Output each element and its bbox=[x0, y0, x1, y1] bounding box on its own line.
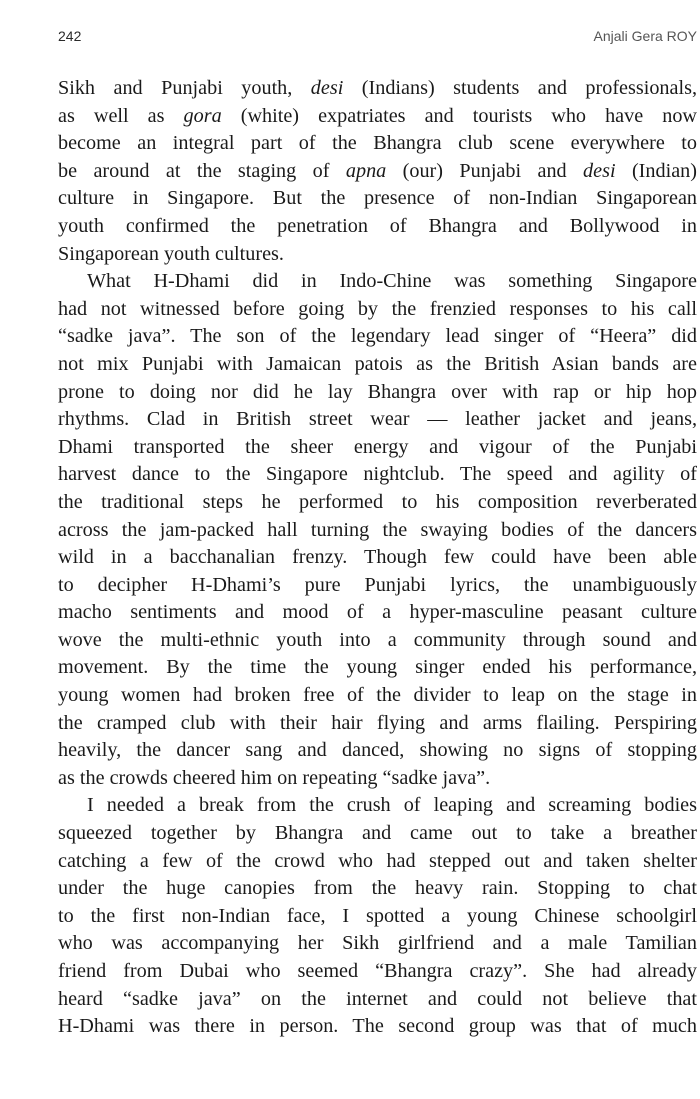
text-line: young women had broken free of the divider to leap on the stage in bbox=[58, 684, 697, 707]
page-header bbox=[58, 28, 697, 44]
text-line: under the huge canopies from the heavy rain. Stopping to chat bbox=[58, 877, 697, 900]
text-line: the traditional steps he performed to his composition reverberated bbox=[58, 490, 697, 513]
page-number: 242 bbox=[58, 28, 82, 44]
text-line: heavily, the dancer sang and danced, showing no signs of stopping bbox=[58, 739, 697, 762]
text-line: wove the multi-ethnic youth into a community through sound and bbox=[58, 628, 697, 651]
text-line: the cramped club with their hair flying and arms flailing. Perspiring bbox=[58, 711, 697, 734]
text-line: harvest dance to the Singapore nightclub. The speed and agility of bbox=[58, 463, 697, 486]
text-line: across the jam-packed hall turning the swaying bodies of the dancers bbox=[58, 518, 697, 541]
paragraph bbox=[58, 268, 697, 792]
text-line: to the first non-Indian face, I spotted a young Chinese schoolgirl bbox=[58, 904, 697, 927]
text-line: friend from Dubai who seemed “Bhangra crazy”. She had already bbox=[58, 960, 697, 982]
text-line: rhythms. Clad in British street wear — leather jacket and jeans, bbox=[58, 408, 697, 431]
text-line: squeezed together by Bhangra and came out to take a breather bbox=[58, 822, 697, 845]
text-line: Sikh and Punjabi youth, desi (Indians) students and professionals, bbox=[58, 77, 697, 99]
running-head-author: Anjali Gera ROY bbox=[593, 28, 697, 44]
italic-term: desi bbox=[310, 77, 344, 99]
text-line: What H-Dhami did in Indo-Chine was something Singapore bbox=[87, 270, 697, 293]
text-line: not mix Punjabi with Jamaican patois as the British Asian bands are bbox=[58, 352, 697, 375]
text-line: H-Dhami was there in person. The second group was that of much bbox=[58, 1015, 697, 1038]
text-line: youth confirmed the penetration of Bhangra and Bollywood in bbox=[58, 214, 697, 237]
text-line: culture in Singapore. But the presence of non-Indian Singaporean bbox=[58, 187, 697, 210]
text-line: prone to doing nor did he lay Bhangra over with rap or hip hop bbox=[58, 380, 697, 403]
text-line: become an integral part of the Bhangra club scene everywhere to bbox=[58, 132, 697, 155]
text-line: be around at the staging of apna (our) Punjabi and desi (Indian) bbox=[58, 159, 697, 182]
body-text bbox=[58, 75, 697, 1041]
text-line: to decipher H-Dhami’s pure Punjabi lyrics, the unambiguously bbox=[58, 573, 697, 596]
text-line: macho sentiments and mood of a hyper-masculine peasant culture bbox=[58, 601, 697, 624]
text-line: I needed a break from the crush of leaping and screaming bodies bbox=[87, 794, 697, 817]
text-line: wild in a bacchanalian frenzy. Though few could have been able bbox=[58, 546, 697, 569]
text-line: catching a few of the crowd who had stepped out and taken shelter bbox=[58, 849, 697, 872]
italic-term: desi bbox=[583, 159, 616, 182]
text-line: movement. By the time the young singer ended his performance, bbox=[58, 656, 697, 679]
text-line: Singaporean youth cultures. bbox=[58, 242, 284, 265]
text-line: heard “sadke java” on the internet and could not believe that bbox=[58, 987, 697, 1010]
text-line: Dhami transported the sheer energy and vigour of the Punjabi bbox=[58, 435, 697, 458]
italic-term: apna bbox=[345, 159, 387, 182]
paragraph bbox=[58, 75, 697, 268]
text-line: had not witnessed before going by the frenzied responses to his call bbox=[58, 297, 697, 320]
text-line: as the crowds cheered him on repeating “sadke java”. bbox=[58, 766, 491, 789]
text-line: as well as gora (white) expatriates and tourists who have now bbox=[58, 104, 698, 127]
paragraph bbox=[58, 792, 697, 1040]
italic-term: gora bbox=[183, 104, 222, 127]
text-line: who was accompanying her Sikh girlfriend and a male Tamilian bbox=[58, 932, 697, 955]
text-line: “sadke java”. The son of the legendary lead singer of “Heera” did bbox=[58, 325, 697, 348]
